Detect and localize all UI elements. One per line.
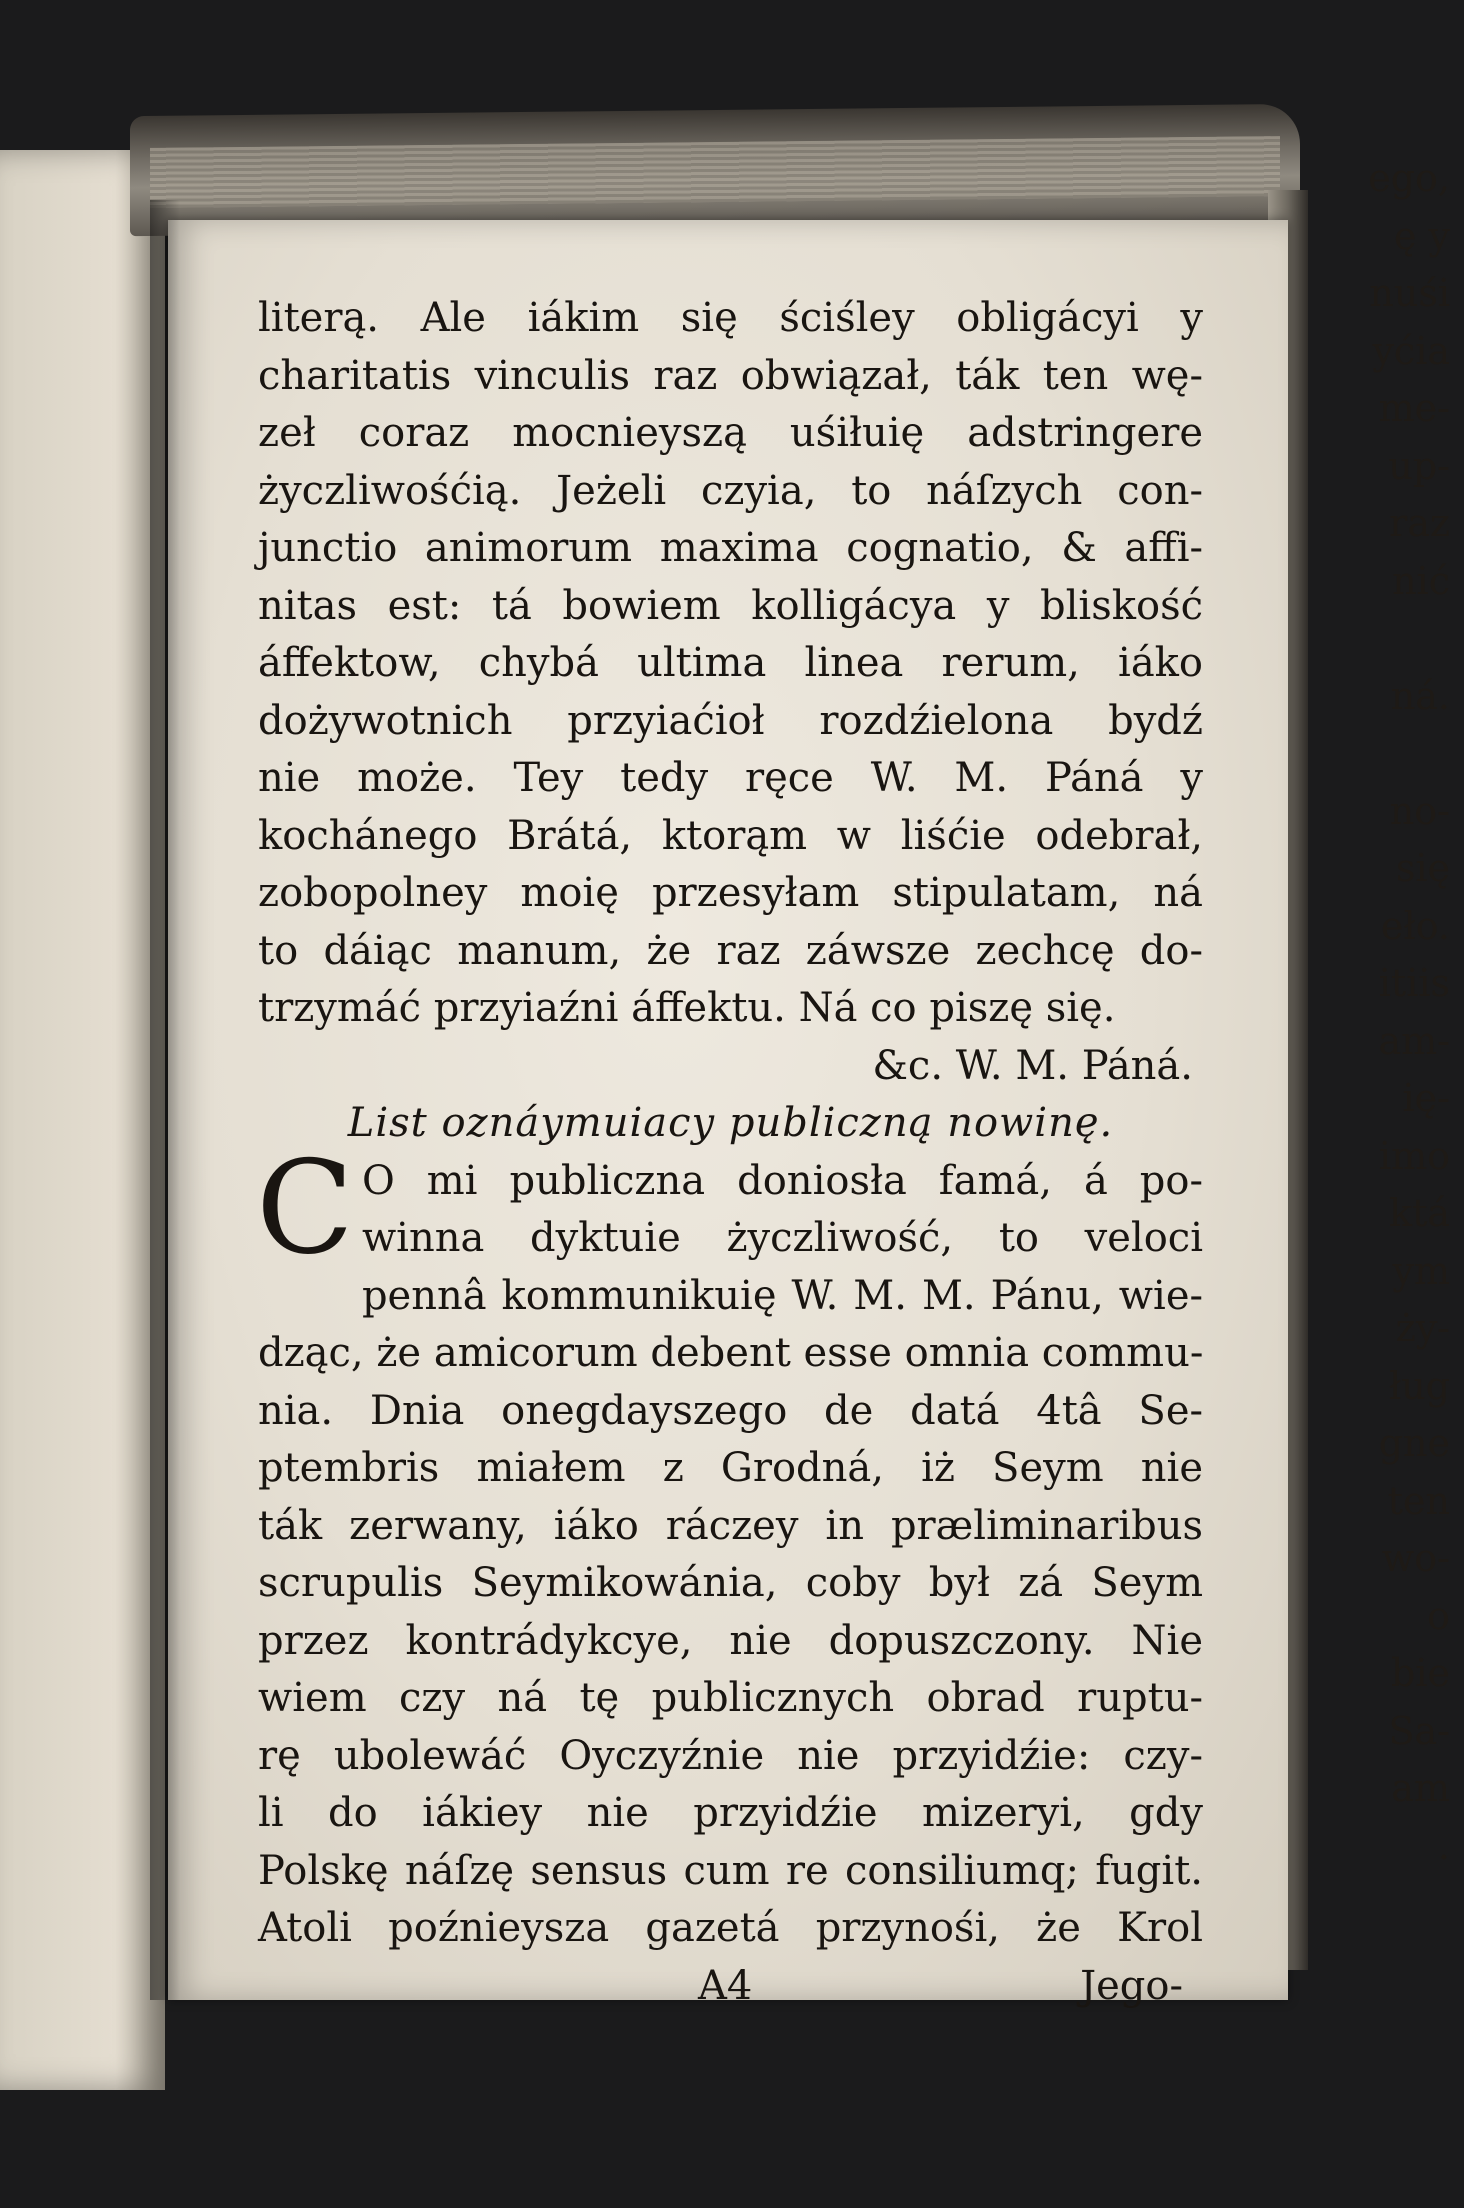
- left-fragment: eło.: [1380, 903, 1450, 948]
- text-line: O mi publiczna doniosła famá, á po-: [361, 1157, 1203, 1204]
- text-line: nitas est: tá bowiem kolligácya y bliskość: [258, 582, 1203, 629]
- left-fragment: o: [1427, 1593, 1450, 1638]
- text-line: zobopolney moię przesyłam stipulatam, ná: [258, 870, 1203, 916]
- signature-mark: A4: [698, 1962, 753, 2009]
- text-line: ták zerwany, iáko ráczey in præliminaribus: [258, 1502, 1203, 1549]
- gutter-shadow: [150, 200, 180, 2000]
- text-line: li do iákiey nie przyidźie mizeryi, gdy: [258, 1790, 1203, 1836]
- left-fragment: raz: [1389, 501, 1450, 545]
- text-line: życzliwośćią. Jeżeli czyia, to náſzych con-: [258, 467, 1203, 514]
- text-line: literą. Ale iákim się ściśley obligácyi y: [258, 295, 1203, 341]
- text-line: wiem czy ná tę publicznych obrad ruptu-: [258, 1675, 1203, 1721]
- text-line: nia. Dnia onegdayszego de datá 4tâ Se-: [258, 1387, 1203, 1434]
- text-line: to dáiąc manum, że raz záwsze zechcę do-: [258, 927, 1203, 974]
- drop-capital: C: [256, 1133, 354, 1283]
- text-line: dożywotnich przyiaćioł rozdźielona bydź: [258, 697, 1203, 744]
- left-fragment: me-: [1378, 386, 1450, 430]
- text-line: ptembris miałem z Grodná, iż Seym nie: [258, 1445, 1203, 1491]
- left-fragment: ktá: [1389, 1191, 1450, 1235]
- text-line: pennâ kommunikuię W. M. M. Pánu, wie-: [361, 1272, 1203, 1319]
- left-fragment: imo: [1378, 1133, 1450, 1178]
- text-line: charitatis vinculis raz obwiązał, ták ten wę-: [258, 352, 1203, 399]
- left-fragment: wo-: [1381, 1536, 1450, 1580]
- text-line: nie może. Tey tedy ręce W. M. Páná y: [258, 755, 1203, 801]
- text-line: przez kontrádykcye, nie dopuszczony. Nie: [258, 1617, 1203, 1664]
- text-line: rę ubolewáć Oyczyźnie nie przyidźie: czy-: [258, 1732, 1203, 1779]
- left-fragment: ię-: [1402, 1076, 1450, 1120]
- text-line: winna dyktuie życzliwość, to veloci: [361, 1215, 1203, 1261]
- left-fragment: am-: [1378, 1018, 1450, 1063]
- left-fragment: ym: [1392, 1248, 1450, 1293]
- text-line: scrupulis Seymikowánia, coby był zá Seym: [258, 1560, 1203, 1606]
- book-top-edge: [130, 104, 1300, 236]
- left-fragment: ług: [1388, 1363, 1450, 1408]
- letter-closing: &c. W. M. Páná.: [872, 1042, 1193, 1089]
- left-fragment: .: [1437, 1823, 1450, 1868]
- drop-cap-lines: [362, 1153, 1203, 1268]
- left-fragment: yćia: [1372, 328, 1450, 373]
- left-fragment: się: [1395, 846, 1450, 890]
- text-line: zeł coraz mocnieyszą uśiłuię adstringere: [258, 410, 1203, 456]
- left-fragment: ten: [1387, 1478, 1450, 1523]
- paragraph-2: [256, 1133, 1204, 1958]
- paragraph-2-lines: [258, 1268, 1203, 1958]
- text-line: trzymáć przyiaźni áffektu. Ná co piszę się.: [258, 985, 1116, 1031]
- left-fragment: gne: [1378, 1421, 1450, 1465]
- letter-heading: List oznáymuiacy publiczną nowinę.: [347, 1100, 1114, 1146]
- left-page-fragments: [1300, 150, 1450, 1875]
- left-fragment: up-: [1388, 443, 1450, 488]
- text-line: dząc, że amicorum debent esse omnia commu-: [258, 1330, 1204, 1376]
- left-fragment: ę y: [1393, 213, 1450, 258]
- paragraph-1: [258, 290, 1203, 1038]
- left-fragment: nić: [1392, 558, 1450, 603]
- left-fragment: am: [1391, 1766, 1450, 1810]
- text-line: junctio animorum maxima cognatio, & affi-: [258, 525, 1203, 571]
- left-fragment: ego,: [1368, 156, 1450, 200]
- text-line: Atoli poźnieysza gazetá przynośi, że Krol: [258, 1905, 1203, 1951]
- page-footer: [258, 1958, 1203, 2016]
- left-fragment: bie: [1391, 1651, 1450, 1695]
- left-fragment: [1300, 725, 1450, 783]
- text-line: Polskę náſzę sensus cum re consiliumq; fugit.: [258, 1847, 1203, 1894]
- left-facing-page: [0, 150, 165, 2090]
- page-text: [258, 290, 1203, 2015]
- left-fragment: no-: [1389, 788, 1450, 833]
- left-fragment: ży-: [1395, 1306, 1450, 1350]
- catchword: Jego-: [1080, 1962, 1183, 2009]
- left-fragment: nuśi: [1369, 271, 1450, 315]
- left-fragment: [1300, 610, 1450, 668]
- text-line: kochánego Brátá, ktorąm w liśćie odebrał,: [258, 812, 1203, 859]
- text-line: áffektow, chybá ultima linea rerum, iáko: [258, 640, 1203, 686]
- left-fragment: itiis: [1378, 961, 1450, 1005]
- left-fragment: ná.: [1390, 673, 1450, 718]
- left-fragment: Sa-: [1388, 1708, 1450, 1753]
